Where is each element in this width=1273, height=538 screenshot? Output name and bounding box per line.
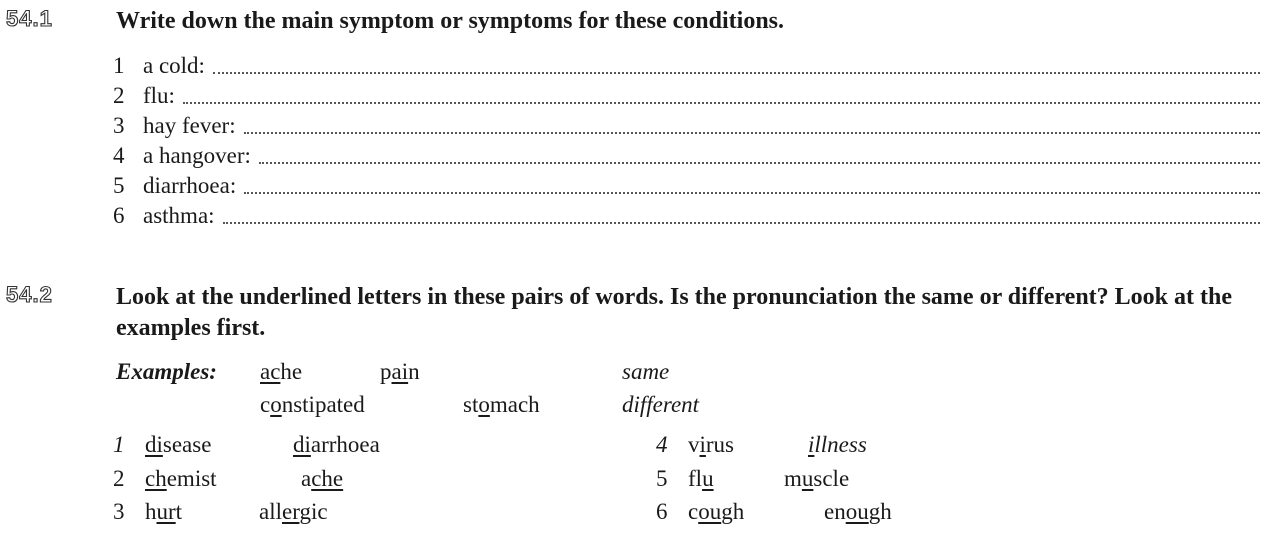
condition-item (113, 173, 1260, 200)
example-word-2: stomach (463, 392, 540, 417)
condition-item (113, 53, 1260, 80)
item-number: 6 (113, 203, 125, 228)
condition-label: asthma: (143, 203, 215, 228)
item-number: 2 (113, 83, 125, 108)
answer-line[interactable] (244, 190, 1260, 194)
item-number: 1 (113, 53, 125, 78)
pair-number: 2 (113, 466, 125, 491)
exercise-heading-54-2: Look at the underlined letters in these pairs of words. Is the pronunciation the same or different? Look at the examples first. (116, 284, 1232, 341)
pair-word-1: disease (145, 432, 212, 457)
pair-word-2: illness (808, 432, 867, 457)
example-word-1: constipated (260, 392, 365, 417)
pair-word-1: hurt (145, 499, 183, 524)
condition-item (113, 113, 1260, 140)
condition-label: a hangover: (143, 143, 251, 168)
condition-label: flu: (143, 83, 175, 108)
item-number: 4 (113, 143, 125, 168)
pair-word-2: enough (824, 499, 892, 524)
example-answer: different (622, 392, 700, 417)
example-word-1: ache (260, 359, 303, 384)
examples-label: Examples: (116, 359, 217, 384)
pair-word-2: ache (301, 466, 344, 491)
item-number: 3 (113, 113, 125, 138)
condition-label: a cold: (143, 53, 205, 78)
answer-line[interactable] (244, 130, 1260, 134)
pair-word-2: muscle (784, 466, 850, 491)
pair-number: 3 (113, 499, 125, 524)
example-answer: same (622, 359, 670, 384)
exercise-number-54-1: 54.1 (6, 6, 53, 31)
item-number: 5 (113, 173, 125, 198)
exercise-number-54-2: 54.2 (6, 282, 53, 307)
pair-word-1: flu (688, 466, 714, 491)
answer-line[interactable] (259, 160, 1260, 164)
answer-line[interactable] (223, 220, 1260, 224)
pair-word-1: cough (688, 499, 745, 524)
pair-word-1: virus (688, 432, 735, 457)
pair-word-1: chemist (145, 466, 217, 491)
pair-word-2: allergic (259, 499, 328, 524)
pair-number: 4 (656, 432, 668, 457)
exercise-heading-54-1: Write down the main symptom or symptoms for these conditions. (116, 8, 785, 34)
pair-word-2: diarrhoea (293, 432, 380, 457)
answer-line[interactable] (213, 70, 1260, 74)
condition-item (113, 203, 1260, 230)
condition-item (113, 83, 1260, 110)
answer-line[interactable] (183, 100, 1260, 104)
example-word-2: pain (380, 359, 420, 384)
pair-number: 5 (656, 466, 668, 491)
pair-number: 6 (656, 499, 668, 524)
condition-label: hay fever: (143, 113, 236, 138)
condition-label: diarrhoea: (143, 173, 237, 198)
condition-item (113, 143, 1260, 170)
pair-number: 1 (113, 432, 125, 457)
